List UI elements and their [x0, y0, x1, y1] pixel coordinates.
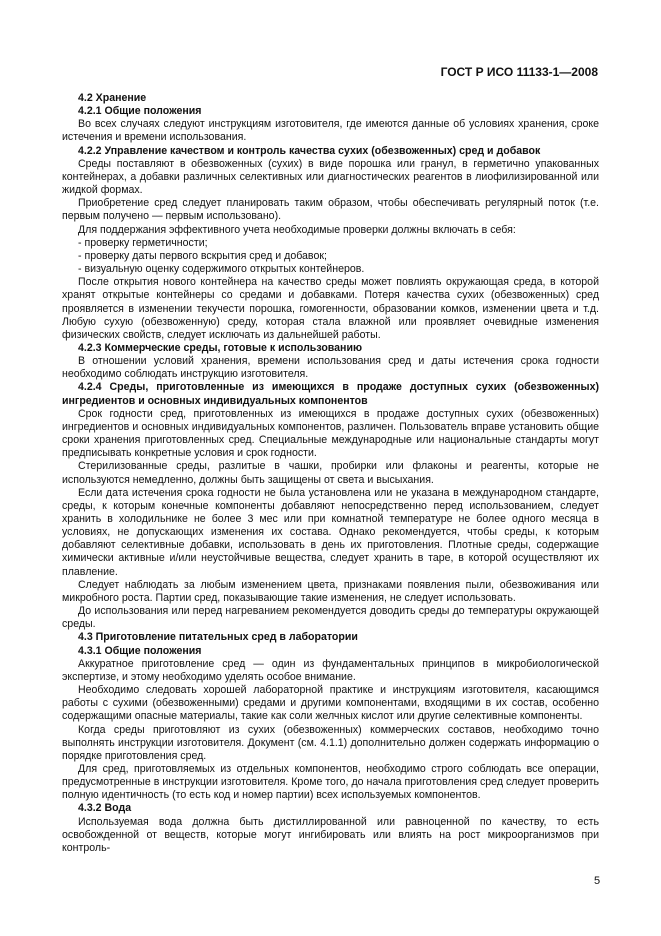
paragraph: До использования или перед нагреванием рекомендуется доводить среды до температуры окружающей среды.: [62, 605, 599, 631]
paragraph: Среды поставляют в обезвоженных (сухих) в виде порошка или гранул, в герметично упакованных контейнерах, а добавки различных селективных или диагностических реагентов в лиофилизированной или жидкой формах.: [62, 157, 599, 197]
document-body: [62, 92, 599, 855]
list-item: - проверку даты первого вскрытия сред и добавок;: [78, 249, 327, 262]
section-heading: 4.2.1 Общие положения: [78, 105, 202, 118]
paragraph: Когда среды приготовляют из сухих (обезвоженных) коммерческих составов, необходимо точно выполнять инструкции изготовителя. Документ (см. 4.1.1) дополнительно должен содержать информацию о порядке приготовления сред.: [62, 723, 599, 762]
paragraph: Стерилизованные среды, разлитые в чашки, пробирки или флаконы и реагенты, которые не используются немедленно, должны быть защищены от света и высыхания.: [62, 460, 599, 486]
section-heading: 4.2.4 Среды, приготовленные из имеющихся в продаже доступных сухих (обезвоженных) ингредиентов и основных индивидуальных компонентов: [62, 381, 599, 407]
paragraph: Аккуратное приготовление сред — один из фундаментальных принципов в микробиологической экспертизе, и этому необходимо уделять особое внимание.: [62, 657, 599, 683]
page-number: 5: [594, 875, 601, 887]
section-heading: 4.3 Приготовление питательных сред в лаборатории: [78, 631, 358, 644]
section-heading: 4.2.2 Управление качеством и контроль качества сухих (обезвоженных) сред и добавок: [78, 144, 541, 157]
section-heading: 4.3.1 Общие положения: [78, 644, 202, 657]
paragraph: Для сред, приготовляемых из отдельных компонентов, необходимо строго соблюдать все операции, предусмотренные в инструкции изготовителя. Кроме того, до начала приготовления сред следует проверить полную идентичность (то есть код и номер партии) всех используемых компонентов.: [62, 762, 599, 802]
list-item: - визуальную оценку содержимого открытых контейнеров.: [78, 263, 365, 276]
section-heading: 4.2.3 Коммерческие среды, готовые к использованию: [78, 341, 363, 354]
list-item: - проверку герметичности;: [78, 236, 208, 249]
paragraph: Необходимо следовать хорошей лабораторной практике и инструкциям изготовителя, касающимся работы с сухими (обезвоженными) средами и другими компонентами, входящими в их состав, особенно содержащими опасные материалы, такие как соли желчных кислот или другие селективные компоненты.: [62, 684, 599, 723]
section-heading: 4.3.2 Вода: [78, 802, 132, 815]
paragraph: После открытия нового контейнера на качество среды может повлиять окружающая среда, в которой хранят открытые контейнеры со средами и добавками. Потеря качества сухих (обезвоженных) сред проявляется в изменении текучести порошка, гомогенности, образовании комков, изменении цвета и т.д. Любую сухую (обезвоженную) среду, которая стала влажной или проявляет очевидные изменения физических свойств, следует исключать из дальнейшей работы.: [62, 276, 599, 341]
paragraph: Приобретение сред следует планировать таким образом, чтобы обеспечивать регулярный поток (т.е. первым получено — первым использовано).: [62, 197, 599, 223]
paragraph: Во всех случаях следуют инструкциям изготовителя, где имеются данные об условиях хранения, сроке истечения и времени использования.: [62, 118, 599, 144]
paragraph: Следует наблюдать за любым изменением цвета, признаками появления пыли, обезвоживания или микробного роста. Партии сред, показывающие такие изменения, не следует использовать.: [62, 578, 599, 604]
paragraph: Используемая вода должна быть дистиллированной или равноценной по качеству, то есть освобожденной от веществ, которые могут ингибировать или влиять на рост микроорганизмов при контроль-: [62, 815, 599, 854]
section-heading: 4.2 Хранение: [78, 92, 147, 104]
paragraph: Если дата истечения срока годности не была установлена или не указана в международном стандарте, среды, к которым конечные компоненты добавляют непосредственно перед использованием, следует хранить в холодильнике не более 3 мес или при комнатной температуре не более одного месяца в условиях, не допускающих изменения их состава. Однако рекомендуется, чтобы среды, к которым добавляют селективные добавки, использовать в день их приготовления. Плотные среды, содержащие химически активные и/или неустойчивые вещества, следует хранить в таре, в которой осуществляют их плавление.: [62, 486, 599, 578]
paragraph: Срок годности сред, приготовленных из имеющихся в продаже доступных сухих (обезвоженных) ингредиентов и основных индивидуальных компонентов, различен. Пользователь вправе установить общие сроки хранения приготовленных сред. Специальные международные или национальные стандарты могут предписывать конкретные условия и срок годности.: [62, 407, 599, 460]
paragraph: В отношении условий хранения, времени использования сред и даты истечения срока годности необходимо соблюдать инструкцию изготовителя.: [62, 355, 599, 381]
document-header: ГОСТ Р ИСО 11133-1—2008: [440, 65, 598, 79]
paragraph: Для поддержания эффективного учета необходимые проверки должны включать в себя:: [78, 223, 516, 236]
